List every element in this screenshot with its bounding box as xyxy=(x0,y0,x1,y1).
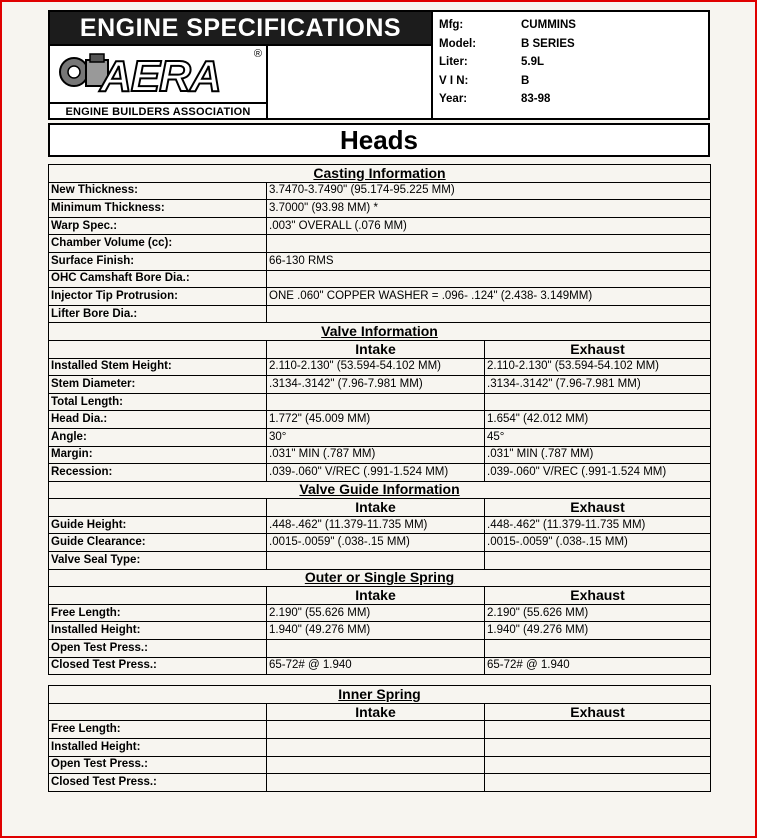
row-value: .003" OVERALL (.076 MM) xyxy=(267,217,711,235)
row-value xyxy=(267,305,711,323)
outer-spring-row xyxy=(49,622,711,640)
row-label: Free Length: xyxy=(49,604,267,622)
column-header-row xyxy=(49,499,711,517)
column-header-blank xyxy=(49,499,267,517)
spec-value: 83-98 xyxy=(521,93,551,105)
column-header-intake: Intake xyxy=(267,340,485,358)
spec-value: 5.9L xyxy=(521,56,545,68)
column-header-exhaust: Exhaust xyxy=(485,499,711,517)
registered-mark: ® xyxy=(253,48,262,60)
exhaust-value: .031" MIN (.787 MM) xyxy=(485,446,711,464)
valve-row xyxy=(49,376,711,394)
guide-row xyxy=(49,534,711,552)
intake-value: .031" MIN (.787 MM) xyxy=(267,446,485,464)
row-label: Minimum Thickness: xyxy=(49,200,267,218)
intake-value xyxy=(267,774,485,792)
casting-row xyxy=(49,182,711,200)
exhaust-value: 1.654" (42.012 MM) xyxy=(485,411,711,429)
section-title: Casting Information xyxy=(49,165,711,183)
intake-value xyxy=(267,721,485,739)
section-row xyxy=(49,686,711,704)
intake-value: 65-72# @ 1.940 xyxy=(267,657,485,675)
casting-row xyxy=(49,235,711,253)
intake-value: .039-.060" V/REC (.991-1.524 MM) xyxy=(267,464,485,482)
row-label: Installed Stem Height: xyxy=(49,358,267,376)
row-label: Total Length: xyxy=(49,393,267,411)
row-label: Open Test Press.: xyxy=(49,756,267,774)
intake-value: .448-.462" (11.379-11.735 MM) xyxy=(267,516,485,534)
spec-value: CUMMINS xyxy=(521,19,576,31)
intake-value: 2.190" (55.626 MM) xyxy=(267,604,485,622)
spec-label: Model: xyxy=(439,37,477,50)
spec-label: Liter: xyxy=(439,56,468,68)
spec-label: Mfg: xyxy=(439,19,464,31)
casting-row xyxy=(49,305,711,323)
engine-specifications-title: ENGINE SPECIFICATIONS xyxy=(50,12,431,46)
column-header-blank xyxy=(49,340,267,358)
exhaust-value xyxy=(485,774,711,792)
casting-row xyxy=(49,252,711,270)
row-label: Lifter Bore Dia.: xyxy=(49,305,267,323)
row-value: 66-130 RMS xyxy=(267,252,711,270)
row-label: Recession: xyxy=(49,464,267,482)
aera-logo xyxy=(50,46,268,120)
exhaust-value xyxy=(485,721,711,739)
header-left-panel xyxy=(50,12,433,118)
valve-row xyxy=(49,464,711,482)
guide-row xyxy=(49,552,711,570)
specs-table xyxy=(48,164,711,792)
row-label: Angle: xyxy=(49,428,267,446)
row-label: Guide Clearance: xyxy=(49,534,267,552)
row-label: Surface Finish: xyxy=(49,252,267,270)
exhaust-value xyxy=(485,640,711,658)
exhaust-value: .0015-.0059" (.038-.15 MM) xyxy=(485,534,711,552)
casting-row xyxy=(49,200,711,218)
spec-value: B SERIES xyxy=(521,37,575,50)
intake-value xyxy=(267,739,485,757)
column-header-row xyxy=(49,587,711,605)
spec-label: V I N: xyxy=(439,74,469,87)
row-label: Closed Test Press.: xyxy=(49,774,267,792)
row-label: Margin: xyxy=(49,446,267,464)
row-label: Head Dia.: xyxy=(49,411,267,429)
exhaust-value: 2.190" (55.626 MM) xyxy=(485,604,711,622)
exhaust-value: 2.110-2.130" (53.594-54.102 MM) xyxy=(485,358,711,376)
exhaust-value: .039-.060" V/REC (.991-1.524 MM) xyxy=(485,464,711,482)
exhaust-value xyxy=(485,552,711,570)
spec-row-mfg xyxy=(439,16,708,35)
row-value: ONE .060" COPPER WASHER = .096- .124" (2.438- 3.149MM) xyxy=(267,288,711,306)
outer-spring-row xyxy=(49,604,711,622)
exhaust-value: 45° xyxy=(485,428,711,446)
aera-logo-subtitle: ENGINE BUILDERS ASSOCIATION xyxy=(50,102,266,118)
spec-header xyxy=(48,10,710,120)
valve-row xyxy=(49,358,711,376)
spacer-row xyxy=(49,675,711,686)
guide-row xyxy=(49,516,711,534)
exhaust-value xyxy=(485,739,711,757)
valve-row xyxy=(49,428,711,446)
row-label: Free Length: xyxy=(49,721,267,739)
intake-value: .0015-.0059" (.038-.15 MM) xyxy=(267,534,485,552)
row-value: 3.7000" (93.98 MM) * xyxy=(267,200,711,218)
spec-row-year xyxy=(439,90,708,109)
column-header-blank xyxy=(49,703,267,721)
row-label: Stem Diameter: xyxy=(49,376,267,394)
valve-row xyxy=(49,393,711,411)
section-row xyxy=(49,165,711,183)
row-value xyxy=(267,235,711,253)
exhaust-value: .3134-.3142" (7.96-7.981 MM) xyxy=(485,376,711,394)
inner-spring-row xyxy=(49,774,711,792)
intake-value: 30° xyxy=(267,428,485,446)
spec-row-model xyxy=(439,35,708,54)
exhaust-value: 65-72# @ 1.940 xyxy=(485,657,711,675)
section-title: Valve Information xyxy=(49,323,711,341)
specs-table-body xyxy=(49,165,711,792)
exhaust-value xyxy=(485,393,711,411)
intake-value xyxy=(267,552,485,570)
logo-blank-cell xyxy=(268,46,431,120)
casting-row xyxy=(49,270,711,288)
column-header-blank xyxy=(49,587,267,605)
casting-row xyxy=(49,217,711,235)
row-label: Closed Test Press.: xyxy=(49,657,267,675)
row-label: OHC Camshaft Bore Dia.: xyxy=(49,270,267,288)
intake-value xyxy=(267,640,485,658)
casting-row xyxy=(49,288,711,306)
column-header-row xyxy=(49,703,711,721)
exhaust-value: .448-.462" (11.379-11.735 MM) xyxy=(485,516,711,534)
aera-logo-text: AERA xyxy=(100,52,221,101)
section-row xyxy=(49,323,711,341)
row-label: Valve Seal Type: xyxy=(49,552,267,570)
column-header-intake: Intake xyxy=(267,703,485,721)
row-label: Installed Height: xyxy=(49,622,267,640)
intake-value xyxy=(267,393,485,411)
spec-row-liter xyxy=(439,53,708,72)
row-label: Open Test Press.: xyxy=(49,640,267,658)
page-title: Heads xyxy=(48,123,710,157)
exhaust-value xyxy=(485,756,711,774)
outer-spring-row xyxy=(49,640,711,658)
row-label: Installed Height: xyxy=(49,739,267,757)
row-label: Injector Tip Protrusion: xyxy=(49,288,267,306)
intake-value: .3134-.3142" (7.96-7.981 MM) xyxy=(267,376,485,394)
spec-row-vin xyxy=(439,72,708,91)
inner-spring-row xyxy=(49,739,711,757)
row-value xyxy=(267,270,711,288)
column-header-row xyxy=(49,340,711,358)
intake-value: 1.940" (49.276 MM) xyxy=(267,622,485,640)
row-label: Guide Height: xyxy=(49,516,267,534)
intake-value: 2.110-2.130" (53.594-54.102 MM) xyxy=(267,358,485,376)
row-label: Warp Spec.: xyxy=(49,217,267,235)
intake-value: 1.772" (45.009 MM) xyxy=(267,411,485,429)
logo-area xyxy=(50,46,431,120)
spec-label: Year: xyxy=(439,93,468,105)
valve-row xyxy=(49,411,711,429)
section-row xyxy=(49,569,711,587)
exhaust-value: 1.940" (49.276 MM) xyxy=(485,622,711,640)
inner-spring-row xyxy=(49,721,711,739)
section-title: Inner Spring xyxy=(49,686,711,704)
spec-value: B xyxy=(521,74,530,87)
valve-row xyxy=(49,446,711,464)
row-value: 3.7470-3.7490" (95.174-95.225 MM) xyxy=(267,182,711,200)
vehicle-spec-panel xyxy=(433,12,708,118)
inner-spring-row xyxy=(49,756,711,774)
column-header-exhaust: Exhaust xyxy=(485,703,711,721)
column-header-exhaust: Exhaust xyxy=(485,340,711,358)
section-row xyxy=(49,481,711,499)
intake-value xyxy=(267,756,485,774)
column-header-intake: Intake xyxy=(267,499,485,517)
row-label: Chamber Volume (cc): xyxy=(49,235,267,253)
row-label: New Thickness: xyxy=(49,182,267,200)
section-title: Valve Guide Information xyxy=(49,481,711,499)
outer-spring-row xyxy=(49,657,711,675)
column-header-intake: Intake xyxy=(267,587,485,605)
section-title: Outer or Single Spring xyxy=(49,569,711,587)
spacer-cell xyxy=(49,675,711,686)
column-header-exhaust: Exhaust xyxy=(485,587,711,605)
